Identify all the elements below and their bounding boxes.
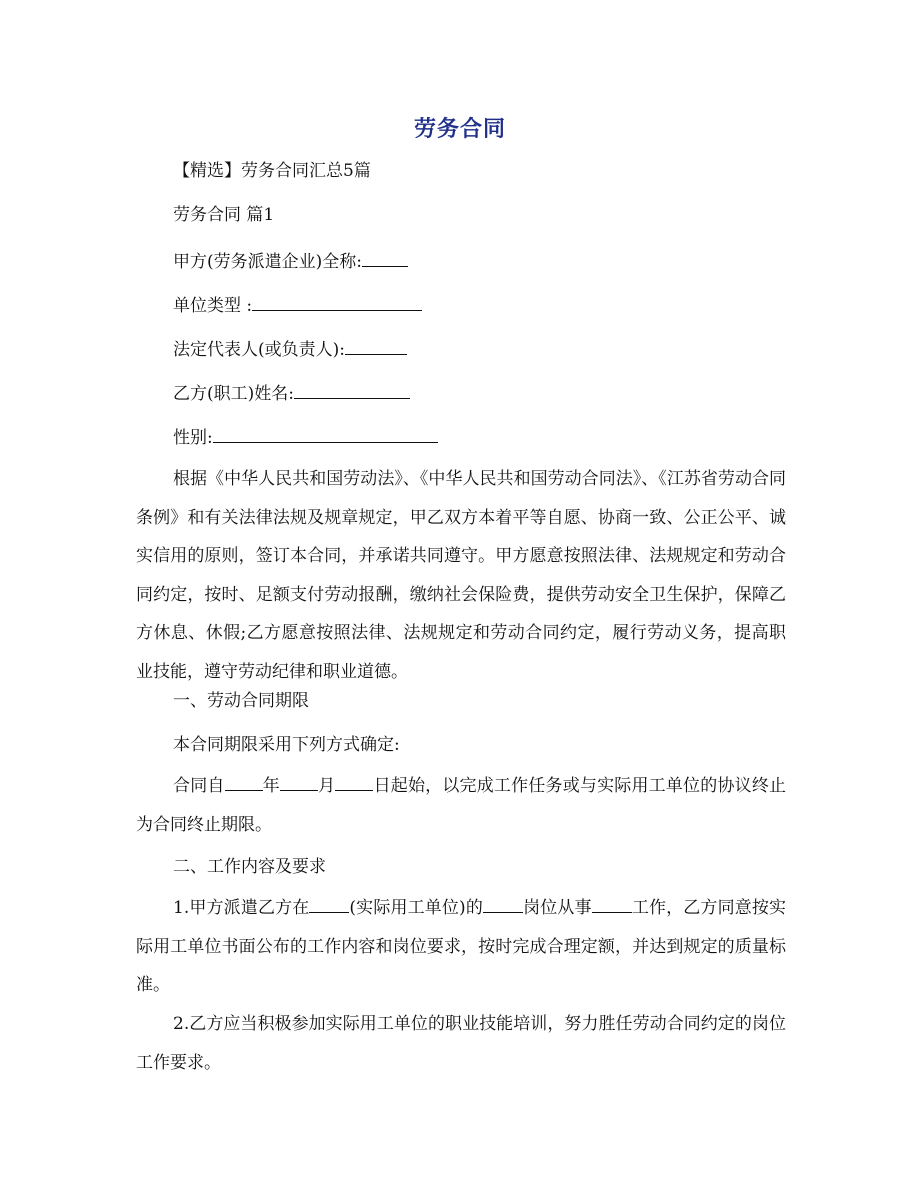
- item-1-text-4: 工作，乙方同意按实际用工单位书面公布的工作内容和岗位要求，按时完成合理定额，并达到规定的质量标准。: [136, 898, 787, 995]
- legal-rep-blank: [345, 336, 407, 355]
- heading-work: 二、工作内容及要求: [173, 857, 326, 877]
- document-title: 劳务合同: [413, 117, 506, 142]
- party-b-label: 乙方(职工)姓名:: [173, 384, 294, 404]
- term-text-2: 年: [262, 776, 280, 796]
- item-1-text-3: 岗位从事: [522, 898, 592, 918]
- employer-blank: [309, 894, 349, 913]
- work-blank: [592, 894, 632, 913]
- intro-paragraph: 根据《中华人民共和国劳动法》、《中华人民共和国劳动合同法》、《江苏省劳动合同条例》和有关法律法规及规章规定，甲乙双方本着平等自愿、协商一致、公正公平、诚实信用的原则，签订本合同，并承诺共同遵守。甲方愿意按照法律、法规规定和劳动合同约定，按时、足额支付劳动报酬，缴纳社会保险费，提供劳动安全卫生保护，保障乙方休息、休假;乙方愿意按照法律、法规规定和劳动合同约定，履行劳动义务，提高职业技能，遵守劳动纪律和职业道德。: [136, 469, 786, 682]
- gender-field: [173, 424, 438, 449]
- month-blank: [280, 772, 318, 791]
- unit-type-field: [173, 292, 422, 317]
- legal-rep-field: [173, 336, 407, 361]
- unit-type-label: 单位类型 :: [173, 296, 253, 316]
- gender-blank: [213, 424, 438, 443]
- unit-type-blank: [252, 292, 422, 311]
- party-a-label: 甲方(劳务派遣企业)全称:: [173, 252, 362, 272]
- legal-rep-label: 法定代表人(或负责人):: [173, 340, 345, 360]
- section-heading: 劳务合同 篇1: [173, 205, 275, 225]
- term-text-1: 合同自: [173, 776, 225, 796]
- document-subtitle: 【精选】劳务合同汇总5篇: [173, 161, 371, 181]
- party-a-field: [173, 248, 408, 273]
- term-text-3: 月: [317, 776, 336, 796]
- position-blank: [483, 894, 523, 913]
- party-b-field: [173, 380, 410, 405]
- day-blank: [335, 772, 373, 791]
- term-text-4: 日起始，以完成工作任务或与实际用工单位的协议终止为合同终止期限。: [136, 776, 787, 835]
- gender-label: 性别:: [173, 428, 213, 448]
- term-paragraph: [136, 767, 786, 844]
- term-intro: 本合同期限采用下列方式确定:: [173, 735, 400, 755]
- party-b-blank: [294, 380, 410, 399]
- item-2-paragraph: 2.乙方应当积极参加实际用工单位的职业技能培训，努力胜任劳动合同约定的岗位工作要求。: [136, 1014, 786, 1073]
- party-a-blank: [362, 248, 408, 267]
- heading-term: 一、劳动合同期限: [173, 691, 309, 711]
- item-1-text-1: 1.甲方派遣乙方在: [173, 898, 310, 918]
- year-blank: [225, 772, 263, 791]
- item-1-paragraph: [136, 889, 786, 1005]
- item-1-text-2: (实际用工单位)的: [349, 898, 483, 918]
